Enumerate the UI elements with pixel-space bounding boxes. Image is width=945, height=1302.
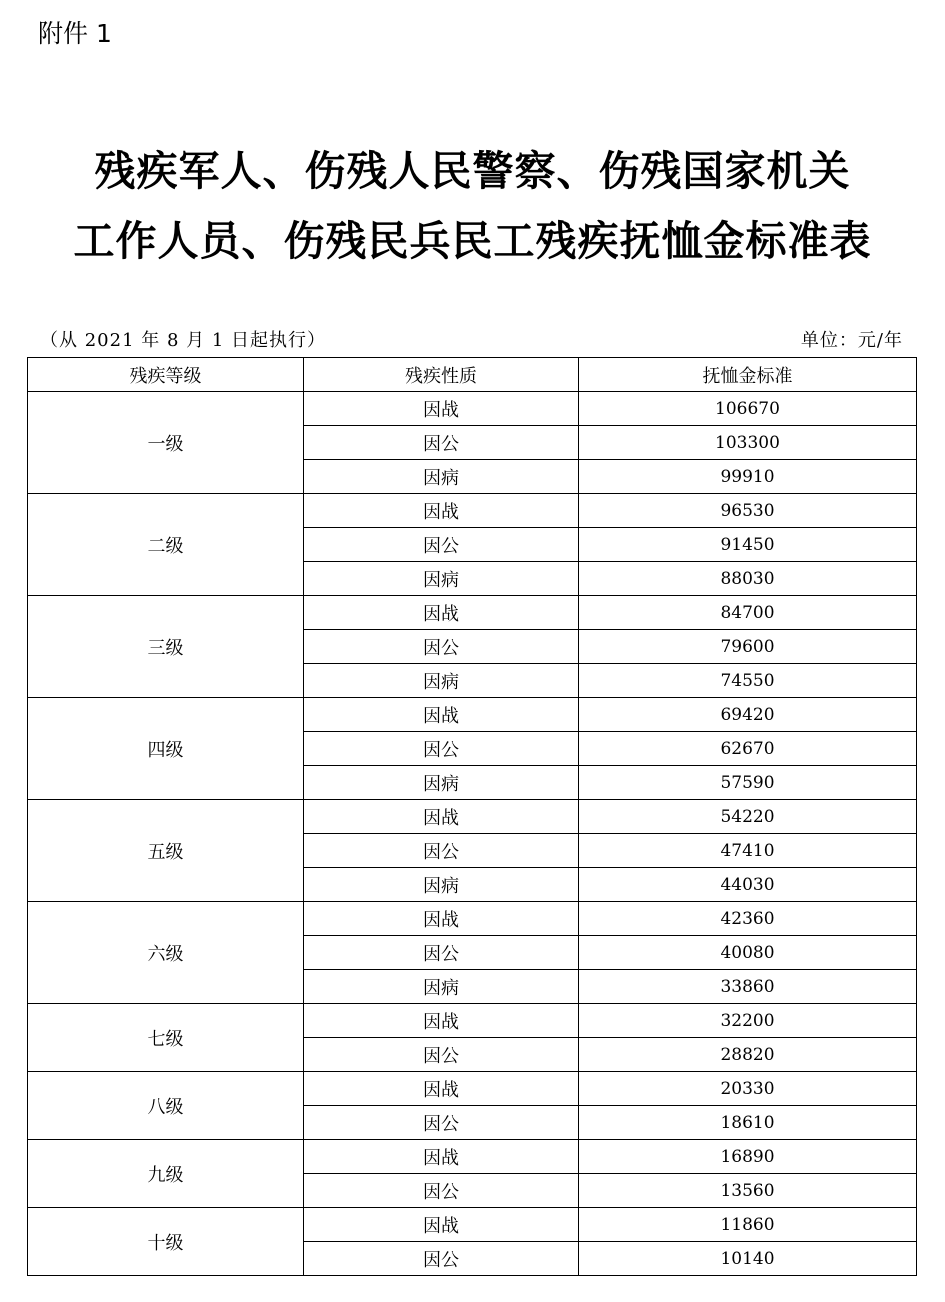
attachment-label: 附件 1 <box>38 19 112 48</box>
document-title-line-1: 残疾军人、伤残人民警察、伤残国家机关 <box>94 147 851 195</box>
nature-cell: 因战 <box>304 698 579 732</box>
amount-cell: 11860 <box>579 1208 917 1242</box>
amount-cell: 54220 <box>579 800 917 834</box>
amount-cell: 28820 <box>579 1038 917 1072</box>
nature-cell: 因战 <box>304 1072 579 1106</box>
table-row <box>28 596 917 630</box>
nature-cell: 因战 <box>304 392 579 426</box>
grade-cell: 七级 <box>28 1004 304 1072</box>
grade-cell: 九级 <box>28 1140 304 1208</box>
amount-cell: 40080 <box>579 936 917 970</box>
table-row <box>28 392 917 426</box>
nature-cell: 因公 <box>304 630 579 664</box>
grade-cell: 一级 <box>28 392 304 494</box>
amount-cell: 47410 <box>579 834 917 868</box>
nature-cell: 因公 <box>304 528 579 562</box>
grade-cell: 五级 <box>28 800 304 902</box>
grade-cell: 六级 <box>28 902 304 1004</box>
nature-cell: 因战 <box>304 1208 579 1242</box>
amount-cell: 103300 <box>579 426 917 460</box>
table-row <box>28 698 917 732</box>
amount-cell: 33860 <box>579 970 917 1004</box>
nature-cell: 因战 <box>304 800 579 834</box>
amount-cell: 18610 <box>579 1106 917 1140</box>
nature-cell: 因公 <box>304 426 579 460</box>
nature-cell: 因公 <box>304 1174 579 1208</box>
nature-cell: 因病 <box>304 562 579 596</box>
amount-cell: 106670 <box>579 392 917 426</box>
grade-cell: 十级 <box>28 1208 304 1276</box>
table-header-row <box>28 358 917 392</box>
grade-cell: 四级 <box>28 698 304 800</box>
amount-cell: 96530 <box>579 494 917 528</box>
amount-cell: 88030 <box>579 562 917 596</box>
amount-cell: 20330 <box>579 1072 917 1106</box>
header-standard: 抚恤金标准 <box>579 358 917 392</box>
header-nature: 残疾性质 <box>304 358 579 392</box>
nature-cell: 因公 <box>304 936 579 970</box>
grade-cell: 八级 <box>28 1072 304 1140</box>
amount-cell: 91450 <box>579 528 917 562</box>
nature-cell: 因公 <box>304 1106 579 1140</box>
table-row <box>28 494 917 528</box>
nature-cell: 因病 <box>304 664 579 698</box>
document-title-line-2: 工作人员、伤残民兵民工残疾抚恤金标准表 <box>73 217 872 265</box>
nature-cell: 因病 <box>304 460 579 494</box>
table-row <box>28 1208 917 1242</box>
nature-cell: 因战 <box>304 596 579 630</box>
table-row <box>28 902 917 936</box>
table-row <box>28 1140 917 1174</box>
nature-cell: 因病 <box>304 766 579 800</box>
table-row <box>28 1004 917 1038</box>
grade-cell: 二级 <box>28 494 304 596</box>
nature-cell: 因公 <box>304 834 579 868</box>
grade-cell: 三级 <box>28 596 304 698</box>
amount-cell: 10140 <box>579 1242 917 1276</box>
amount-cell: 44030 <box>579 868 917 902</box>
amount-cell: 42360 <box>579 902 917 936</box>
nature-cell: 因公 <box>304 1242 579 1276</box>
amount-cell: 99910 <box>579 460 917 494</box>
amount-cell: 84700 <box>579 596 917 630</box>
nature-cell: 因战 <box>304 1004 579 1038</box>
nature-cell: 因战 <box>304 902 579 936</box>
nature-cell: 因战 <box>304 1140 579 1174</box>
effective-date-note: （从 2021 年 8 月 1 日起执行） <box>40 330 327 351</box>
table-body <box>28 392 917 1276</box>
amount-cell: 74550 <box>579 664 917 698</box>
unit-note: 单位：元/年 <box>800 330 903 351</box>
nature-cell: 因公 <box>304 732 579 766</box>
amount-cell: 69420 <box>579 698 917 732</box>
pension-standard-table <box>27 357 917 1276</box>
amount-cell: 62670 <box>579 732 917 766</box>
header-grade: 残疾等级 <box>28 358 304 392</box>
amount-cell: 57590 <box>579 766 917 800</box>
nature-cell: 因病 <box>304 868 579 902</box>
amount-cell: 32200 <box>579 1004 917 1038</box>
amount-cell: 13560 <box>579 1174 917 1208</box>
amount-cell: 79600 <box>579 630 917 664</box>
nature-cell: 因战 <box>304 494 579 528</box>
table-row <box>28 1072 917 1106</box>
amount-cell: 16890 <box>579 1140 917 1174</box>
table-row <box>28 800 917 834</box>
nature-cell: 因病 <box>304 970 579 1004</box>
nature-cell: 因公 <box>304 1038 579 1072</box>
